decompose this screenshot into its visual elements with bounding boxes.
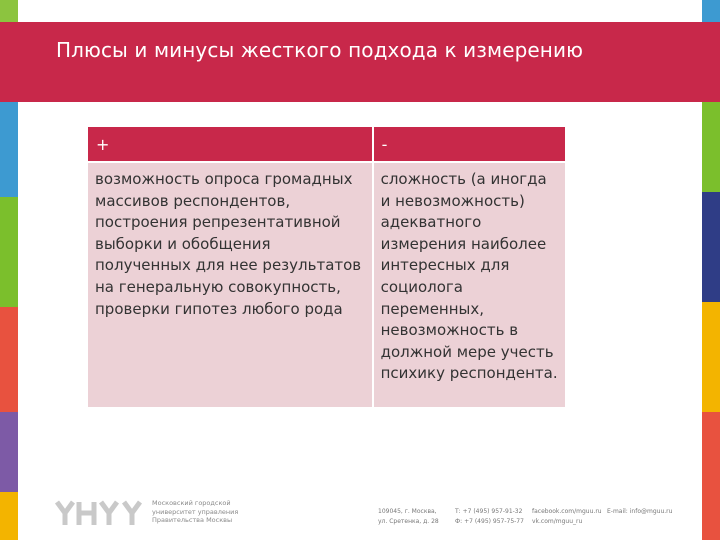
fax-line: Ф: +7 (495) 957-75-77 bbox=[455, 518, 524, 525]
right-stripe-1 bbox=[702, 0, 720, 22]
pros-cell: возможность опроса громадных массивов респондентов, построения репрезентативной выборки и обобщения полученных для нее результатов на генеральную совокупность, проверки гипотез любого рода bbox=[88, 162, 373, 407]
title-band bbox=[0, 22, 720, 102]
facebook-link[interactable]: facebook.com/mguu.ru bbox=[532, 508, 602, 515]
header-pros: + bbox=[88, 127, 373, 162]
email-link[interactable]: E-mail: info@mguu.ru bbox=[607, 508, 673, 515]
slide-title: Плюсы и минусы жесткого подхода к измерению bbox=[56, 38, 584, 62]
cons-cell: сложность (а иногда и невозможность) адекватного измерения наиболее интересных для социолога переменных, невозможность в должной мере учесть психику респондента. bbox=[373, 162, 565, 407]
vk-link[interactable]: vk.com/mguu_ru bbox=[532, 518, 583, 525]
email-block bbox=[607, 507, 672, 517]
org-line: Московский городской bbox=[152, 499, 231, 507]
university-logo bbox=[54, 500, 148, 526]
footer bbox=[0, 490, 720, 530]
left-stripe-3 bbox=[0, 197, 18, 307]
phone-line: Т: +7 (495) 957-91-32 bbox=[455, 508, 523, 515]
table-row bbox=[88, 162, 565, 407]
right-stripe-4 bbox=[702, 302, 720, 412]
social-block bbox=[532, 507, 602, 527]
header-cons: - bbox=[373, 127, 565, 162]
address-line: 109045, г. Москва, bbox=[378, 508, 437, 515]
right-stripe-2 bbox=[702, 102, 720, 192]
right-stripe-3 bbox=[702, 192, 720, 302]
left-stripe-5 bbox=[0, 412, 18, 492]
org-name bbox=[152, 499, 242, 525]
left-stripe-1 bbox=[0, 0, 18, 22]
pros-cons-table bbox=[88, 127, 565, 407]
left-stripe-4 bbox=[0, 307, 18, 412]
org-line: университет управления bbox=[152, 507, 239, 516]
table-header-row bbox=[88, 127, 565, 162]
org-line: Правительства Москвы bbox=[152, 516, 233, 524]
left-stripe-2 bbox=[0, 102, 18, 197]
address-block bbox=[378, 507, 439, 527]
phone-block bbox=[455, 507, 524, 527]
address-line: ул. Сретенка, д. 28 bbox=[378, 518, 439, 525]
